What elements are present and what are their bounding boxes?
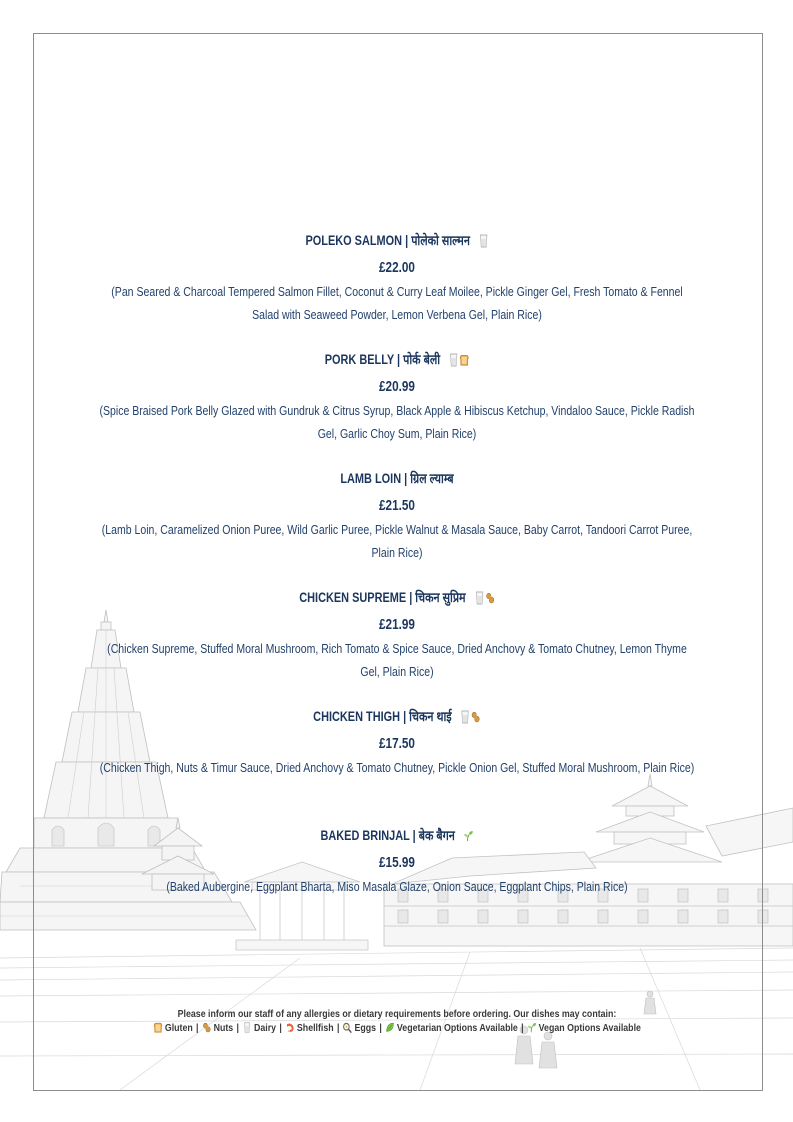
dish-name: CHICKEN THIGH | चिकन थाई xyxy=(312,709,452,724)
dish-price: £21.50 xyxy=(378,498,415,514)
legend-item-nuts xyxy=(201,1022,232,1034)
vegan-icon xyxy=(463,829,473,843)
nuts-icon xyxy=(201,1022,210,1033)
dish-title-line xyxy=(97,469,696,489)
allergen-legend xyxy=(86,1021,708,1035)
dish-description: (Baked Aubergine, Eggplant Bharta, Miso Masala Glaze, Onion Sauce, Eggplant Chips, Plain Rice) xyxy=(165,879,628,894)
legend-separator: | xyxy=(195,1022,199,1034)
dish-title-line xyxy=(97,826,696,846)
shellfish-icon xyxy=(285,1022,294,1033)
legend-item-vegan xyxy=(526,1022,640,1034)
dish-title-line xyxy=(97,707,696,727)
gluten-icon xyxy=(153,1022,162,1033)
legend-separator: | xyxy=(378,1022,382,1034)
dairy-icon xyxy=(460,710,470,724)
dish-allergen-icons xyxy=(459,707,480,727)
legend-separator: | xyxy=(235,1022,239,1034)
dish-description: (Spice Braised Pork Belly Glazed with Gundruk & Citrus Syrup, Black Apple & Hibiscus Ketchup, Vindaloo Sauce, Pickle Radish Gel, Garlic Choy Sum, Plain Rice) xyxy=(98,403,695,441)
legend-item-gluten xyxy=(153,1022,193,1034)
dish-name: LAMB LOIN | ग्रिल ल्याम्ब xyxy=(339,471,454,486)
vegetarian-icon xyxy=(385,1022,394,1033)
menu-item-poleko-salmon xyxy=(97,231,696,350)
dairy-icon xyxy=(449,353,459,367)
legend-label: Vegan Options Available xyxy=(538,1022,641,1034)
legend-label: Nuts xyxy=(213,1022,233,1034)
nuts-icon xyxy=(471,710,481,724)
menu-item-chicken-supreme xyxy=(97,588,696,707)
dish-description: (Chicken Thigh, Nuts & Timur Sauce, Dried Anchovy & Tomato Chutney, Pickle Onion Gel, Stuffed Moral Mushroom, Plain Rice) xyxy=(99,760,694,775)
dish-description: (Pan Seared & Charcoal Tempered Salmon Fillet, Coconut & Curry Leaf Moilee, Pickle Ginger Gel, Fresh Tomato & Fennel Salad with Seaweed Powder, Lemon Verbena Gel, Plain Rice) xyxy=(110,284,683,322)
dish-name: PORK BELLY | पोर्क बेली xyxy=(324,352,440,367)
legend-item-shellfish xyxy=(285,1022,334,1034)
dish-price: £17.50 xyxy=(378,736,415,752)
dish-title-line xyxy=(97,588,696,608)
menu-item-pork-belly xyxy=(97,350,696,469)
dish-title-line xyxy=(97,231,696,251)
dish-price: £22.00 xyxy=(378,260,415,276)
dish-price: £20.99 xyxy=(378,379,415,395)
dairy-icon xyxy=(242,1022,251,1033)
dish-description: (Chicken Supreme, Stuffed Moral Mushroom, Rich Tomato & Spice Sauce, Dried Anchovy & Tomato Chutney, Lemon Thyme Gel, Plain Rice) xyxy=(106,641,687,679)
dish-allergen-icons xyxy=(473,588,494,608)
menu-item-baked-brinjal xyxy=(97,826,696,945)
legend-item-eggs xyxy=(342,1022,375,1034)
dish-name: POLEKO SALMON | पोलेको साल्मन xyxy=(304,233,470,248)
dish-allergen-icons xyxy=(462,826,473,846)
menu-item-chicken-thigh xyxy=(97,707,696,826)
dish-price: £15.99 xyxy=(378,855,415,871)
legend-label: Vegetarian Options Available xyxy=(396,1022,518,1034)
legend-item-vegetarian xyxy=(385,1022,518,1034)
legend-separator: | xyxy=(278,1022,282,1034)
allergen-footer xyxy=(86,1007,708,1035)
gluten-icon xyxy=(459,353,469,367)
legend-separator: | xyxy=(336,1022,339,1034)
menu-item-lamb-loin xyxy=(97,469,696,588)
legend-label: Eggs xyxy=(354,1022,376,1034)
dish-name: BAKED BRINJAL | बेक बैगन xyxy=(319,828,455,843)
legend-item-dairy xyxy=(242,1022,276,1034)
dish-title-line xyxy=(97,350,696,370)
eggs-icon xyxy=(342,1022,351,1033)
dish-description: (Lamb Loin, Caramelized Onion Puree, Wild Garlic Puree, Pickle Walnut & Masala Sauce, Baby Carrot, Tandoori Carrot Puree, Plain Rice) xyxy=(101,522,692,560)
legend-label: Dairy xyxy=(253,1022,276,1034)
allergy-notice: Please inform our staff of any allergies or dietary requirements before ordering. Our dishes may contain: xyxy=(177,1008,616,1020)
dish-allergen-icons xyxy=(478,231,489,251)
legend-label: Shellfish xyxy=(296,1022,334,1034)
dairy-icon xyxy=(478,234,488,248)
menu-list xyxy=(97,231,696,945)
vegan-icon xyxy=(526,1022,535,1033)
legend-separator: | xyxy=(520,1022,524,1034)
dish-price: £21.99 xyxy=(378,617,415,633)
nuts-icon xyxy=(485,591,495,605)
dish-allergen-icons xyxy=(448,350,469,370)
legend-label: Gluten xyxy=(164,1022,193,1034)
dairy-icon xyxy=(474,591,484,605)
dish-name: CHICKEN SUPREME | चिकन सुप्रिम xyxy=(298,590,466,605)
